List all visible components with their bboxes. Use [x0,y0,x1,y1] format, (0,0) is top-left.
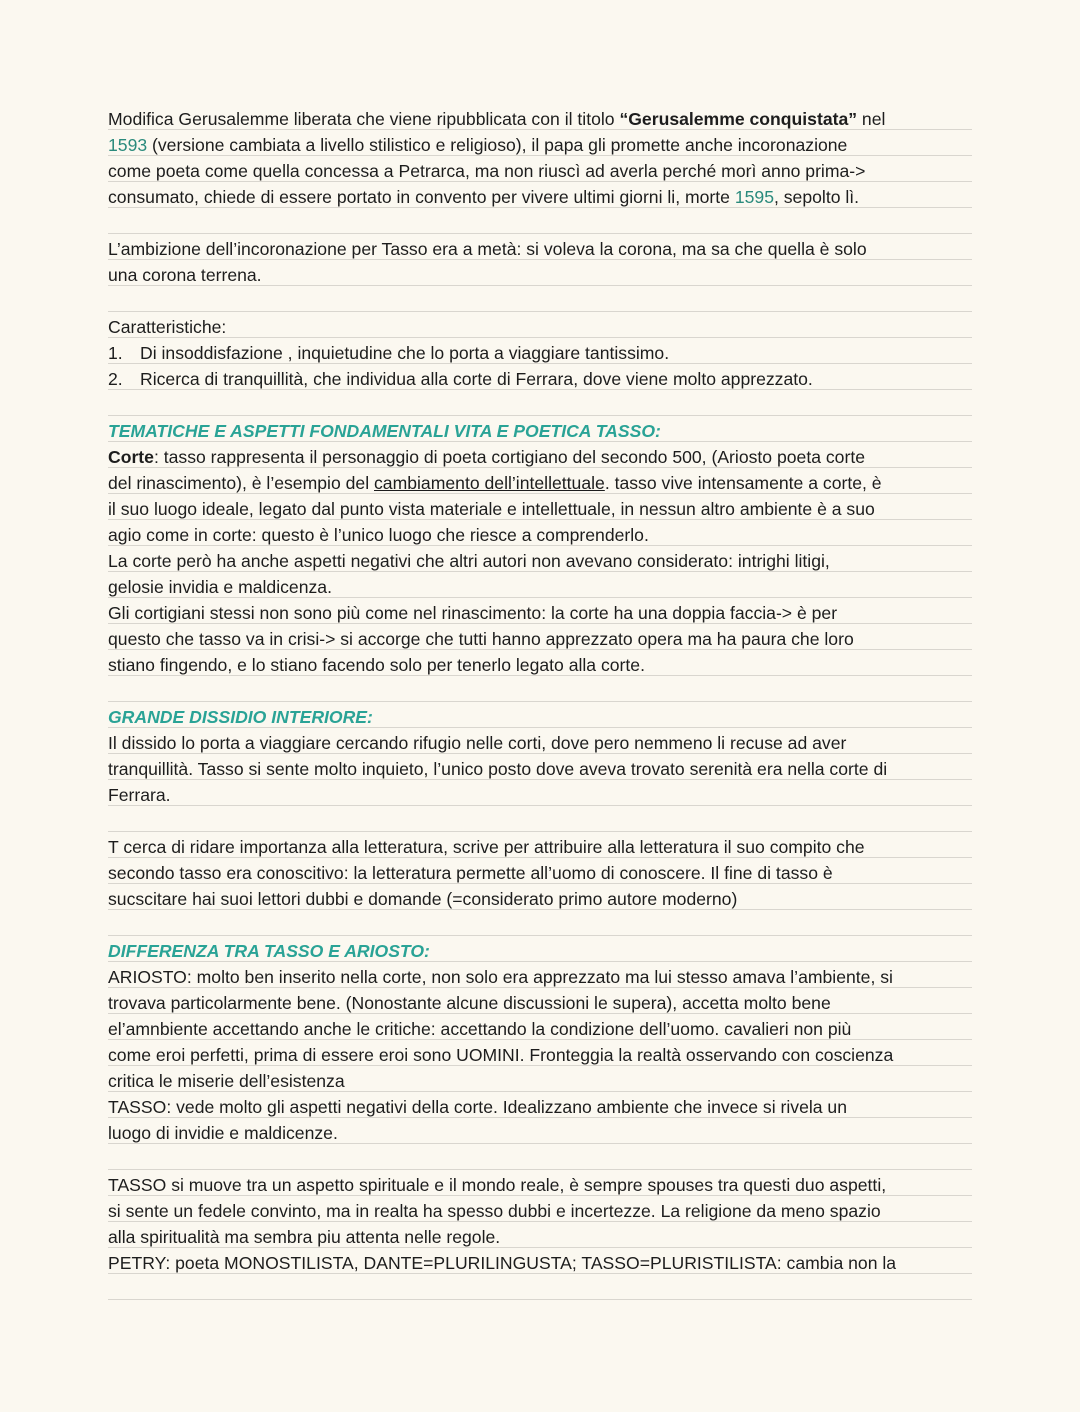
text-line: 1593 (versione cambiata a livello stilistico e religioso), il papa gli promette anche incoronazione [108,135,848,155]
text-line: agio come in corte: questo è l’unico luogo che riesce a comprenderlo. [108,525,649,545]
text-line: el’amnbiente accettando anche le critiche: accettando la condizione dell’uomo. cavalieri non più [108,1019,852,1039]
text-line: una corona terrena. [108,265,262,285]
blank-line [108,912,972,938]
list-item: 1. Di insoddisfazione , inquietudine che lo porta a viaggiare tantissimo. [108,343,670,363]
text-line: sucscitare hai suoi lettori dubbi e domande (=considerato primo autore moderno) [108,889,738,909]
underlined-phrase: cambiamento dell’intellettuale [374,473,605,493]
text-line: si sente un fedele convinto, ma in realta ha spesso dubbi e incertezze. La religione da meno spazio [108,1201,881,1221]
section-heading: TEMATICHE E ASPETTI FONDAMENTALI VITA E POETICA TASSO: [108,421,661,441]
text-line: stiano fingendo, e lo stiano facendo solo per tenerlo legato alla corte. [108,655,645,675]
text-line: come poeta come quella concessa a Petrarca, ma non riuscì ad averla perché morì anno prima-> [108,161,866,181]
year-1595: 1595 [734,187,774,207]
text-line: T cerca di ridare importanza alla letteratura, scrive per attribuire alla letteratura il suo compito che [108,837,865,857]
blank-line [108,210,972,236]
text-line: L’ambizione dell’incoronazione per Tasso era a metà: si voleva la corona, ma sa che quella è solo [108,239,867,259]
section-heading: GRANDE DISSIDIO INTERIORE: [108,707,373,727]
text-line: TASSO si muove tra un aspetto spirituale e il mondo reale, è sempre spouses tra questi duo aspetti, [108,1175,887,1195]
text-line: Il dissido lo porta a viaggiare cercando rifugio nelle corti, dove pero nemmeno li recuse ad aver [108,733,847,753]
text-line: Modifica Gerusalemme liberata che viene ripubblicata con il titolo “Gerusalemme conquistata” nel [108,109,886,129]
section-heading: DIFFERENZA TRA TASSO E ARIOSTO: [108,941,430,961]
text-line: La corte però ha anche aspetti negativi che altri autori non avevano considerato: intrighi litigi, [108,551,830,571]
text-line: secondo tasso era conoscitivo: la letteratura permette all’uomo di conoscere. Il fine di tasso è [108,863,833,883]
text-line: consumato, chiede di essere portato in convento per vivere ultimi giorni li, morte 1595, sepolto lì. [108,187,860,207]
blank-line [108,392,972,418]
blank-line [108,808,972,834]
list-title: Caratteristiche: [108,317,227,337]
blank-line [108,1146,972,1172]
text-line: alla spiritualità ma sembra piu attenta nelle regole. [108,1227,501,1247]
text-line: come eroi perfetti, prima di essere eroi sono UOMINI. Fronteggia la realtà osservando con coscienza [108,1045,894,1065]
blank-line [108,1276,972,1302]
title-bold: “Gerusalemme conquistata” [619,109,858,129]
text-line: Ferrara. [108,785,171,805]
blank-line [108,288,972,314]
text-line: critica le miserie dell’esistenza [108,1071,345,1091]
text-line: luogo di invidie e maldicenze. [108,1123,338,1143]
text-line: Gli cortigiani stessi non sono più come nel rinascimento: la corte ha una doppia faccia-> è per [108,603,838,623]
year-1593: 1593 [108,135,148,155]
term-corte: Corte [108,447,154,467]
blank-line [108,678,972,704]
ruled-text-body [108,106,972,1302]
list-item: 2. Ricerca di tranquillità, che individua alla corte di Ferrara, dove viene molto apprezzato. [108,369,813,389]
text-line: gelosie invidia e maldicenza. [108,577,332,597]
text-line: PETRY: poeta MONOSTILISTA, DANTE=PLURILINGUSTA; TASSO=PLURISTILISTA: cambia non la [108,1253,897,1273]
text-line: trovava particolarmente bene. (Nonostante alcune discussioni le supera), accetta molto bene [108,993,831,1013]
text-line: ARIOSTO: molto ben inserito nella corte, non solo era apprezzato ma lui stesso amava l’ambiente, si [108,967,893,987]
text-line: tranquillità. Tasso si sente molto inquieto, l’unico posto dove aveva trovato serenità era nella corte di [108,759,888,779]
text-line: del rinascimento), è l’esempio del cambiamento dell’intellettuale. tasso vive intensamente a corte, è [108,473,882,493]
text-line: TASSO: vede molto gli aspetti negativi della corte. Idealizzano ambiente che invece si rivela un [108,1097,848,1117]
text-line: questo che tasso va in crisi-> si accorge che tutti hanno apprezzato opera ma ha paura che loro [108,629,854,649]
text-line: il suo luogo ideale, legato dal punto vista materiale e intellettuale, in nessun altro ambiente è a suo [108,499,875,519]
text-line: Corte: tasso rappresenta il personaggio di poeta cortigiano del secondo 500, (Ariosto poeta corte [108,447,865,467]
